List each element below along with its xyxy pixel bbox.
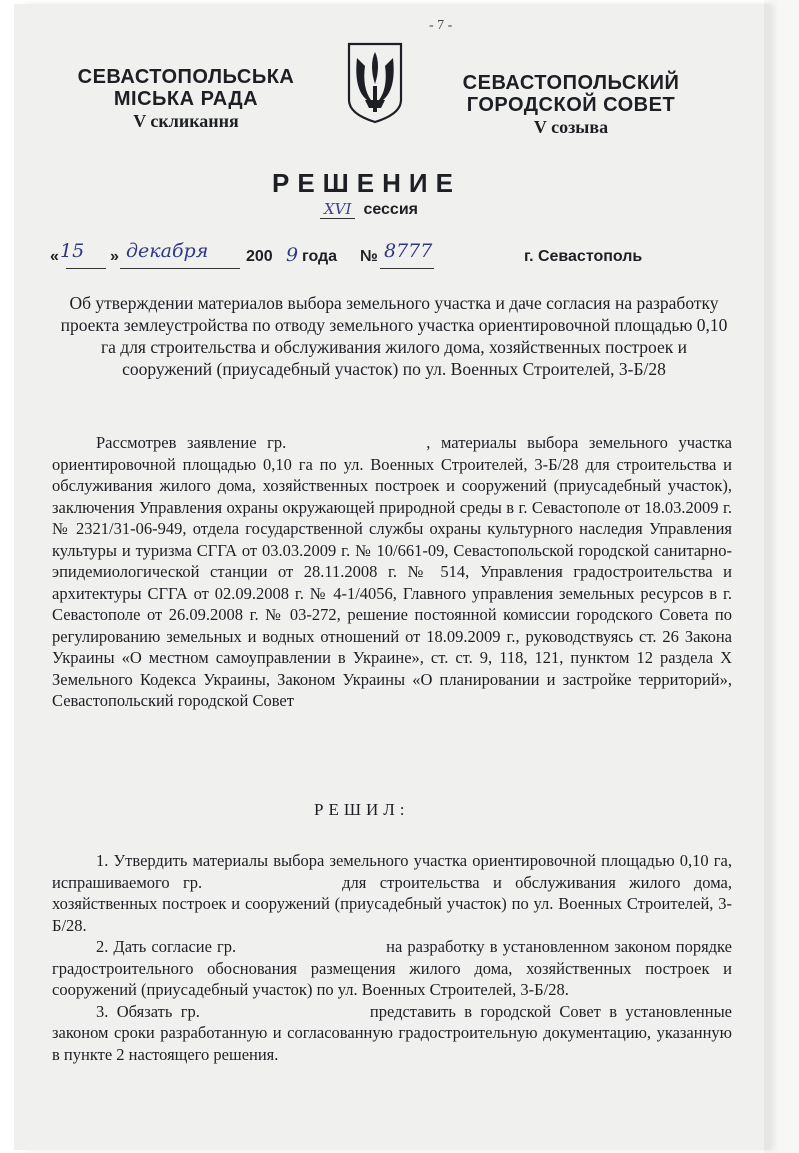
decision-number-underline: [380, 268, 434, 269]
trident-emblem-icon: [347, 42, 403, 124]
item-rest: для строительства и обслуживания жилого дома, хозяйственных построек и сооружений (приусадебный участок) по ул. Военных Строителей, 3-Б/28.: [52, 872, 732, 935]
document-type-title: РЕШЕНИЕ: [272, 168, 461, 198]
item-start: 3. Обязать гр.: [96, 1001, 200, 1021]
item-start: 2. Дать согласие гр.: [96, 937, 237, 956]
session-label: сессия: [363, 201, 418, 218]
decision-number: 8777: [384, 240, 433, 262]
ua-council-header: [66, 66, 306, 132]
ru-convocation: V созыва: [533, 117, 609, 137]
page-number: - 7 -: [429, 18, 453, 33]
item-rest: на разработку в установленном законом порядке градостроительного обоснования размещения жилого дома, хозяйственных построек и сооружений (приусадебный участок) по ул. Военных Строителей, 3-Б/28.: [52, 937, 732, 999]
date-day-underline: [66, 268, 106, 269]
ua-convocation: V скликання: [133, 111, 239, 131]
ua-council-name: СЕВАСТОПОЛЬСЬКА МІСЬКА РАДА: [77, 66, 295, 110]
preamble-rest: , материалы выбора земельного участка ориентировочной площадью 0,10 га по ул. Военных Строителей, 3-Б/28 для строительства и обслуживания жилого дома, хозяйственных построек и сооружений (приусадебный участок), заключения Управления охраны окружающей природной среды в г. Севастополе от 18.03.2009 г. № 2321/31-06-949, отдела государственной службы охраны культурного наследия Управления культуры и туризма СГГА от 03.03.2009 г. № 10/661-09, Севастопольской городской санитарно-эпидемиологической станции от 28.11.2008 г. № 514, Управления градостроительства и архитектуры СГГА от 02.09.2008 г. № 4-1/4056, Главного управления земельных ресурсов в г. Севастополе от 26.09.2008 г. № 03-272, решение постоянной комиссии городского Совета по регулированию земельных и водных отношений от 18.09.2009 г., руководствуясь ст. 26 Закона Украины «О местном самоуправлении в Украине», ст. ст. 9, 118, 121, пунктом 12 раздела X Земельного Кодекса Украины, Законом Украины «О планировании и застройке территорий», Севастопольский городской Совет: [52, 433, 732, 710]
date-number-line: [50, 240, 750, 274]
decision-item: [52, 850, 732, 936]
session-line: [320, 200, 418, 219]
date-open-quote: «: [50, 248, 59, 265]
date-month-underline: [120, 268, 240, 269]
decision-items: [52, 850, 732, 1065]
preamble-paragraph: [52, 432, 732, 712]
item-start: 1. Утвердить материалы выбора земельного участка ориентировочной площадью 0,10 га, испрашиваемого гр.: [52, 851, 732, 892]
decision-subject: Об утверждении материалов выбора земельного участка и даче согласия на разработку проекта землеустройства по отводу земельного участка ориентировочной площадью 0,10 га для строительства и обслуживания жилого дома, хозяйственных построек и сооружений (приусадебный участок) по ул. Военных Строителей, 3-Б/28: [60, 293, 728, 379]
date-year-prefix: 200: [246, 248, 273, 265]
ru-council-name: СЕВАСТОПОЛЬСКИЙ ГОРОДСКОЙ СОВЕТ: [462, 72, 680, 116]
decision-item: [52, 936, 732, 1001]
date-day: 15: [60, 240, 85, 262]
page-edge: [764, 0, 799, 1153]
date-year-suffix: года: [302, 248, 338, 265]
item-rest: представить в городской Совет в установленные законом сроки разработанную и согласованную градостроительную документацию, указанную в пункте 2 настоящего решения.: [52, 1001, 732, 1064]
decision-item: [52, 1001, 732, 1066]
document-page: [14, 4, 764, 1150]
date-close-quote: »: [110, 248, 119, 265]
ru-council-header: [441, 72, 701, 138]
preamble-start: Рассмотрев заявление гр.: [96, 433, 287, 452]
date-year-digit: 9: [286, 244, 299, 266]
date-month: декабря: [126, 240, 209, 262]
decision-number-label: №: [360, 248, 378, 265]
session-number: XVI: [320, 200, 355, 219]
decided-heading: РЕШИЛ:: [314, 800, 410, 819]
city: г. Севастополь: [524, 248, 643, 265]
